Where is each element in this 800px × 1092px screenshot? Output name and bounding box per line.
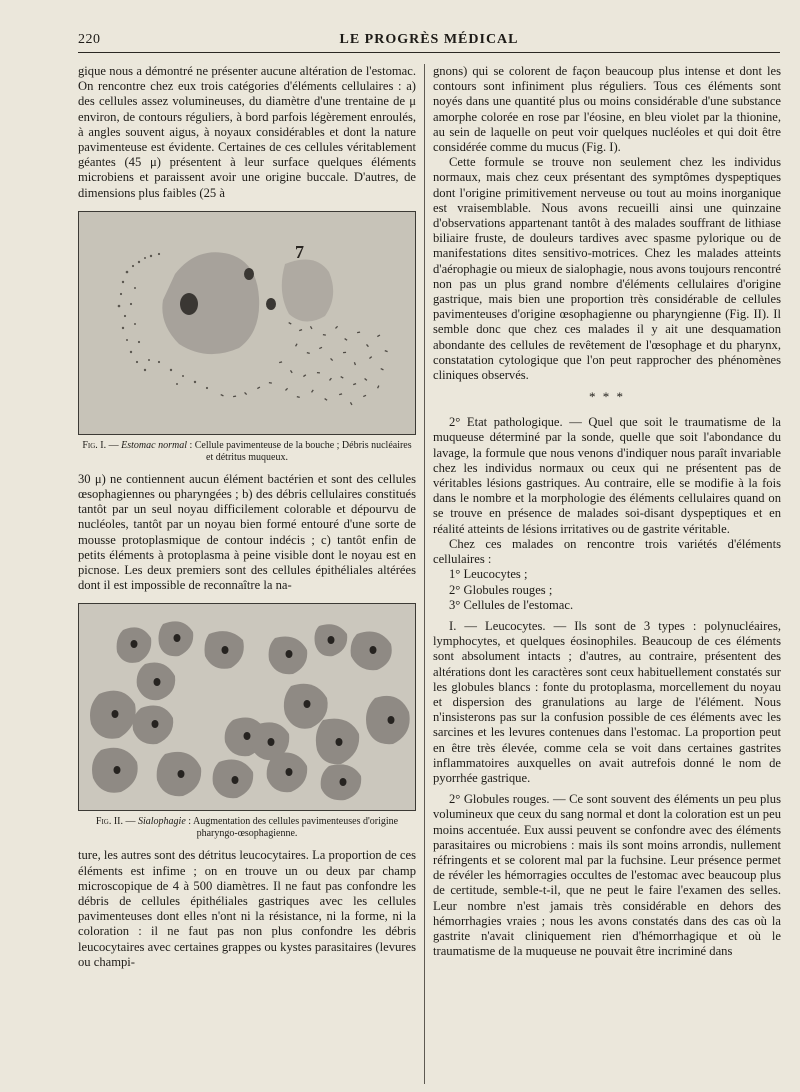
figure-2-caption: Fig. II. — Sialophagie : Augmentation des cellules pavimenteuses d'origine pharyngo-œsophagienne. <box>95 816 399 840</box>
figure-1-caption: Fig. I. — Estomac normal : Cellule pavimenteuse de la bouche ; Débris nucléaires et détritus muqueux. <box>82 439 412 463</box>
figure-2-illustration <box>79 604 416 810</box>
page-header <box>78 30 780 53</box>
figure-1-label: Fig. I. <box>82 439 107 451</box>
figure-2-title: Sialophagie <box>138 816 186 828</box>
list-item-leucocytes: 1° Leucocytes ; <box>449 567 528 582</box>
running-title: LE PROGRÈS MÉDICAL <box>339 32 519 47</box>
right-paragraph-6: 2° Globules rouges. — Ce sont souvent des éléments un peu plus volumineux que ceux du sang normal et dont la coloration est un peu moins accentuée. Eux aussi peuvent se confondre avec des éléments parasitaires ou microbiens : mais ils sont moins arrondis, nullement réfringents et se colorent mal par la fuchsine. Leur présence permet de révéler les hémorragies occultes de l'estomac avec beaucoup plus de certitude, semble-t-il, que ne peut le faire l'examen des selles. Leur nombre n'est jamais très considérable en dehors des hémorrhagies vraies ; nous les avons constatés dans des cas où la gastrite n'avait cliniquement rien d'hémorrhagique et où le traumatisme de la muqueuse ne pouvait être incriminé dans <box>433 792 781 959</box>
column-divider <box>424 64 425 1084</box>
left-paragraph-2: 30 μ) ne contiennent aucun élément bactérien et sont des cellules œsophagiennes ou pharyngées ; b) des débris cellulaires constitués tantôt par un seul noyau difficilement colorable et dépourvu de nucléoles, tantôt par un noyau bien formé entouré d'une sorte de mousse protoplasmique de contour indécis ; c) tantôt enfin de petits éléments à protoplasma à peine visible dont le noyau est en picnose. Les deux premiers sont des cellules épithéliales altérées dont il est impossible de reconnaître la na- <box>78 471 416 593</box>
figure-1-illustration <box>79 212 416 434</box>
figure-2-label: Fig. II. <box>95 816 123 828</box>
figure-1-caption-text: : Cellule pavimenteuse de la bouche ; Débris nucléaires et détritus muqueux. <box>189 439 412 463</box>
right-column <box>433 64 781 959</box>
right-paragraph-1: gnons) qui se colorent de façon beaucoup plus intense et dont les contours sont infiniment plus réguliers. Tous ces éléments sont noyés dans une quantité plus ou moins considérable d'une substance amorphe colorée en rose par l'éosine, en bleu violet par la thionine, au sein de laquelle on peut voir quelques nucléoles et qui doit être considérée comme du mucus (Fig. I). <box>433 64 781 155</box>
figure-1-micrograph <box>78 211 416 435</box>
left-column <box>78 64 416 970</box>
figure-1 <box>78 211 416 464</box>
figure-2 <box>78 603 416 840</box>
figure-1-mark: 7 <box>295 241 304 262</box>
figure-2-caption-text: : Augmentation des cellules pavimenteuses d'origine pharyngo-œsophagienne. <box>188 816 399 840</box>
list-item-globules: 2° Globules rouges ; <box>449 582 553 597</box>
figure-2-micrograph <box>78 603 416 811</box>
list-item-cellules: 3° Cellules de l'estomac. <box>449 597 574 612</box>
left-paragraph-1: gique nous a démontré ne présenter aucune altération de l'estomac. On rencontre chez eux trois catégories d'éléments cellulaires : a) des cellules assez volumineuses, du diamètre d'une trentaine de μ environ, de contours réguliers, à bord parfois légèrement enroulés, à angles souvent aigus, à noyaux considérables et dont la nature pavimenteuse est évidente. Certaines de ces cellules véritablement géantes (45 μ) présentent à leur surface quelques éléments microbiens et paraissent avoir une origine buccale. D'autres, de dimensions plus faibles (25 à <box>78 64 416 200</box>
right-paragraph-4: Chez ces malades on rencontre trois variétés d'éléments cellulaires : <box>433 536 781 567</box>
left-paragraph-3: ture, les autres sont des détritus leucocytaires. La proportion de ces éléments est infime ; on en trouve un ou deux par champ microscopique de 4 à 500 diamètres. Il ne faut pas confondre les débris de cellules épithéliales gastriques avec les cellules pavimenteuses dont elles n'ont ni la résistance, ni la forme, ni la coloration : il ne faut pas non plus confondre les débris leucocytaires avec certaines grappes ou kystes parasitaires (levures ou champi- <box>78 848 416 969</box>
right-paragraph-5: I. — Leucocytes. — Ils sont de 3 types : polynucléaires, lymphocytes, et quelques éosinophiles. Beaucoup de ces éléments sont absolument intacts ; d'autres, au contraire, présentent des altérations dont les caractères sont ceux habituellement constatés sur les globules blancs : fonte du protoplasma, morcellement du noyau et dispersion des granulations au large de l'élément. Nous n'insisterons pas sur la confusion possible de ces éléments avec les sarcines et les levures contenues dans l'estomac. La proportion peut en être très élevée, comme cela se voit dans certaines gastrites inflammatoires auxquelles on avait autrefois donné le nom de pyorrhée gastrique. <box>433 618 781 785</box>
right-paragraph-3: 2° Etat pathologique. — Quel que soit le traumatisme de la muqueuse déterminé par la sonde, quelle que soit l'abondance du lavage, la formule que nous venons d'indiquer nous paraît invariable chez les individus normaux ou ceux qui ne présentent pas de véritables lésions gastriques. Au contraire, elle se modifie à la fois dans le nombre et la morphologie des éléments cellulaires quand on se trouve en présence de malades soi-disant dyspeptiques et en réalité atteints de lésions irritatives ou de gastrite véritable. <box>433 415 781 536</box>
section-separator: * * * <box>589 389 625 405</box>
figure-1-title: Estomac normal <box>121 439 187 451</box>
right-paragraph-2: Cette formule se trouve non seulement chez les individus normaux, mais chez ceux présentant des symptômes dyspeptiques dont l'origine primitivement nerveuse ou tout au moins inorganique est vraisemblable. Nous avons recueilli ainsi une quinzaine d'observations appartenant tantôt à des malades souffrant de lithiase biliaire fruste, de douleurs tardives avec spasme pylorique ou de manifestations dites sensitivo-motrices. Chez les malades atteints d'aérophagie ou mieux de sialophagie, nous avons toujours rencontré non pas un plus grand nombre d'éléments cellulaires d'origine gastrique, mais bien une proportion très considérable de cellules pavimenteuses d'origine œsophagienne ou pharyngienne (Fig. II). Il semble donc que chez ces malades il y ait une desquamation abondante des cellules de revêtement de l'œsophage et du pharynx, constatation cytologique que l'on peut rapprocher des phénomènes cliniques observés. <box>433 155 781 383</box>
page-number: 220 <box>78 32 101 47</box>
